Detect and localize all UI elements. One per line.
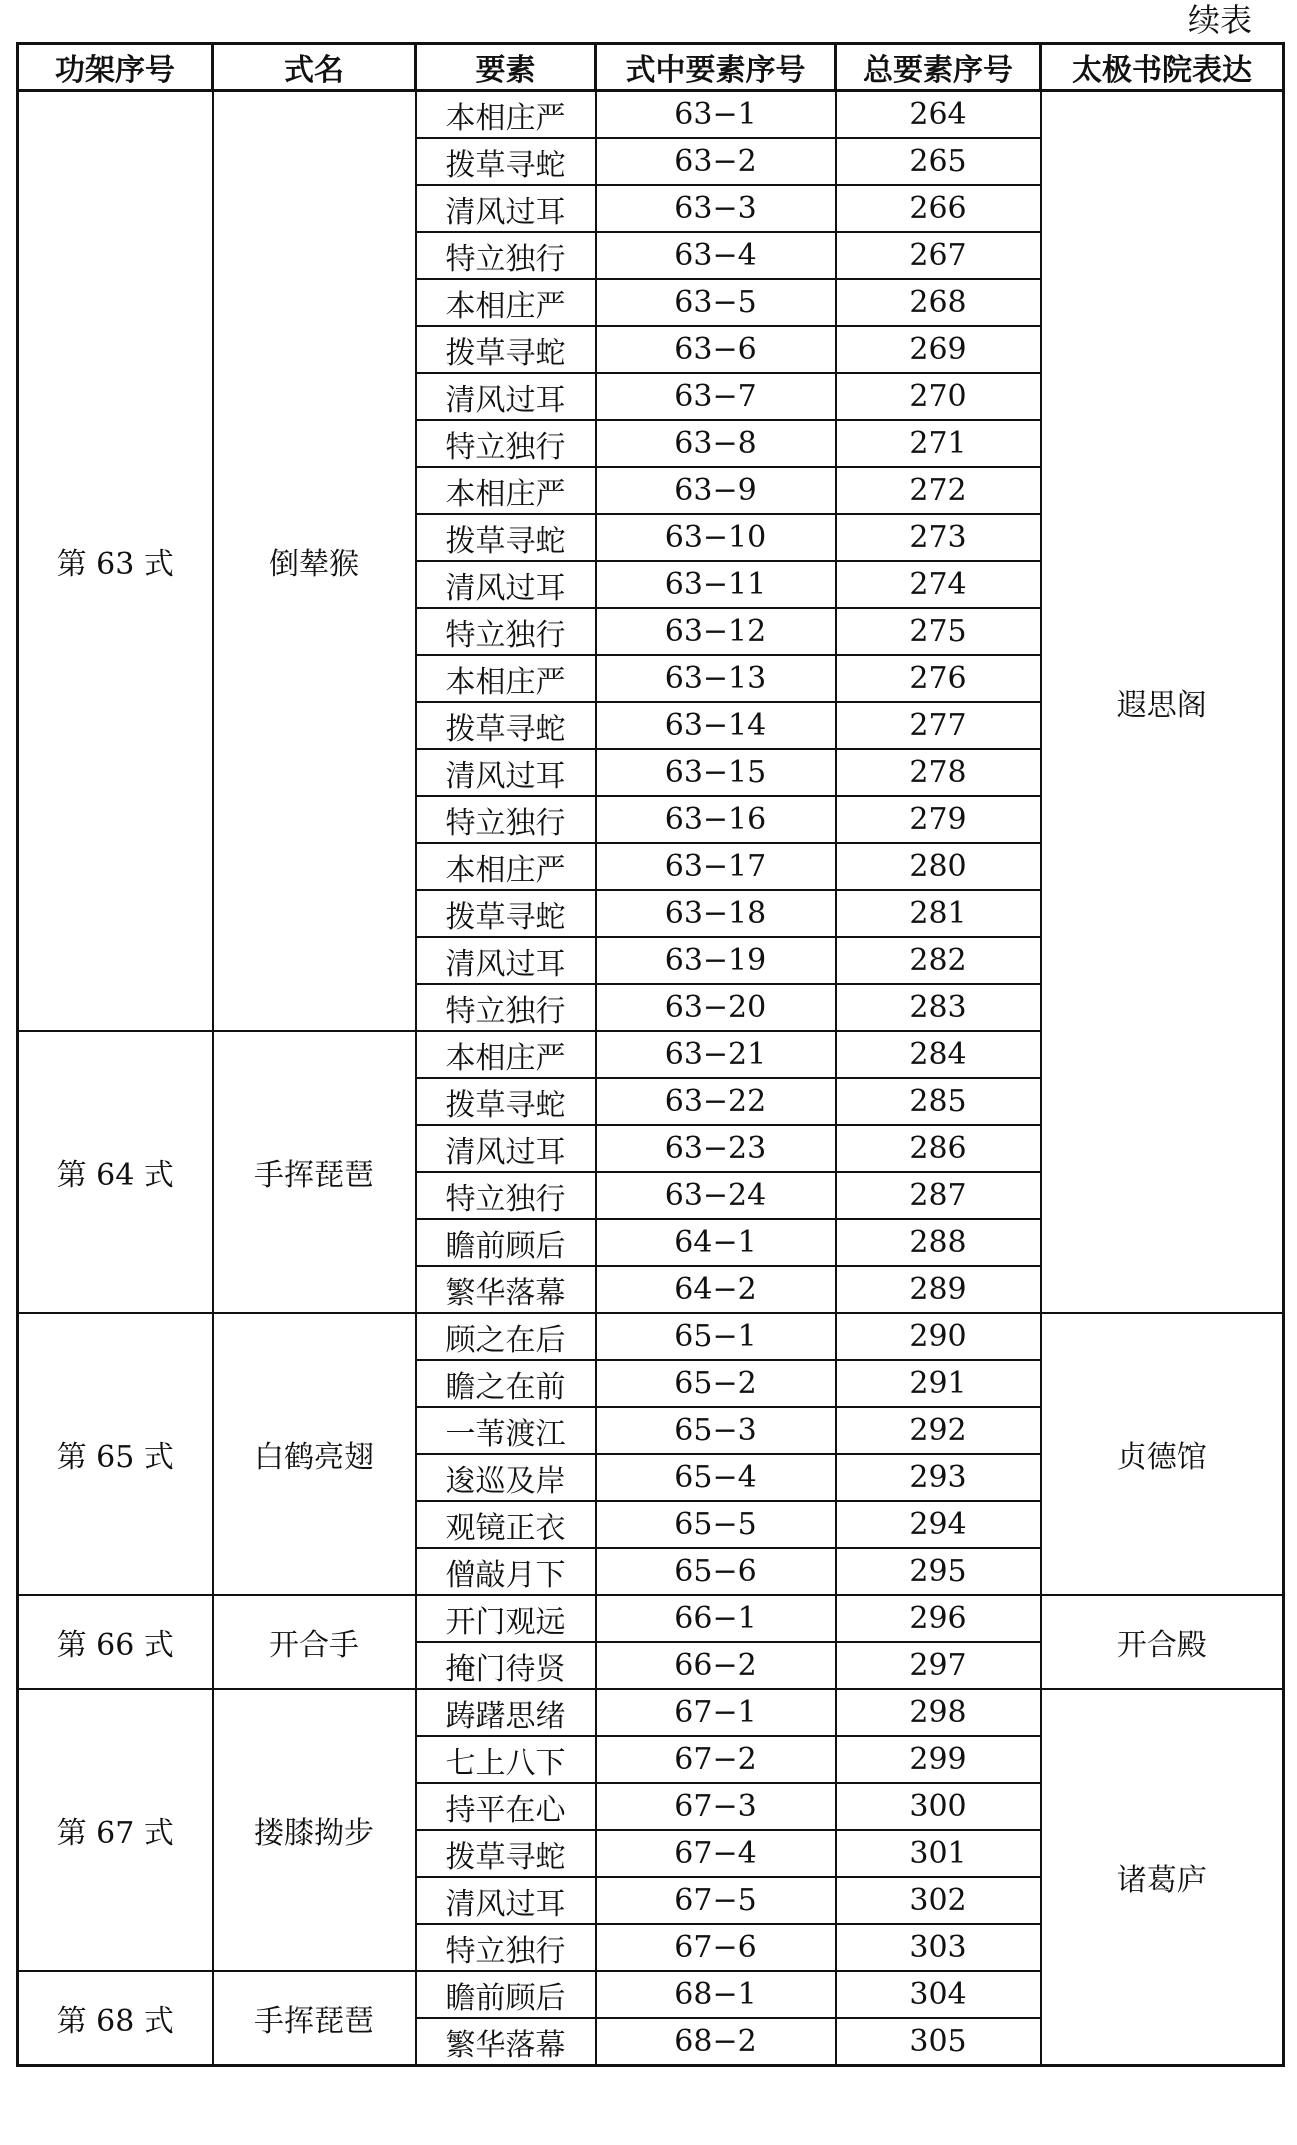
academy-cell: 开合殿	[1041, 1595, 1284, 1689]
element-index-cell: 63−4	[596, 232, 836, 279]
element-cell: 本相庄严	[416, 655, 596, 702]
total-index-cell: 266	[836, 185, 1041, 232]
element-index-cell: 63−17	[596, 843, 836, 890]
academy-cell: 贞德馆	[1041, 1313, 1284, 1595]
element-cell: 本相庄严	[416, 91, 596, 139]
form-number-cell: 第 67 式	[18, 1689, 213, 1971]
element-cell: 特立独行	[416, 1172, 596, 1219]
element-cell: 清风过耳	[416, 1125, 596, 1172]
total-index-cell: 278	[836, 749, 1041, 796]
header-element-index: 式中要素序号	[596, 44, 836, 91]
element-cell: 特立独行	[416, 232, 596, 279]
element-cell: 持平在心	[416, 1783, 596, 1830]
element-index-cell: 63−12	[596, 608, 836, 655]
academy-cell: 遐思阁	[1041, 91, 1284, 1314]
total-index-cell: 282	[836, 937, 1041, 984]
total-index-cell: 272	[836, 467, 1041, 514]
form-number-cell: 第 66 式	[18, 1595, 213, 1689]
element-index-cell: 65−3	[596, 1407, 836, 1454]
total-index-cell: 280	[836, 843, 1041, 890]
total-index-cell: 296	[836, 1595, 1041, 1642]
element-index-cell: 63−11	[596, 561, 836, 608]
element-index-cell: 63−1	[596, 91, 836, 139]
header-total-index: 总要素序号	[836, 44, 1041, 91]
total-index-cell: 303	[836, 1924, 1041, 1971]
table-row	[18, 1595, 1284, 1642]
element-cell: 拨草寻蛇	[416, 1078, 596, 1125]
element-index-cell: 64−2	[596, 1266, 836, 1313]
element-cell: 踌躇思绪	[416, 1689, 596, 1736]
element-cell: 清风过耳	[416, 185, 596, 232]
total-index-cell: 277	[836, 702, 1041, 749]
total-index-cell: 301	[836, 1830, 1041, 1877]
academy-cell: 诸葛庐	[1041, 1689, 1284, 2066]
element-index-cell: 63−21	[596, 1031, 836, 1078]
element-index-cell: 67−3	[596, 1783, 836, 1830]
total-index-cell: 297	[836, 1642, 1041, 1689]
element-index-cell: 65−6	[596, 1548, 836, 1595]
element-index-cell: 63−7	[596, 373, 836, 420]
form-number-cell: 第 65 式	[18, 1313, 213, 1595]
element-index-cell: 63−18	[596, 890, 836, 937]
element-cell: 观镜正衣	[416, 1501, 596, 1548]
table-caption: 续表	[1187, 1, 1252, 39]
element-cell: 拨草寻蛇	[416, 702, 596, 749]
element-index-cell: 63−16	[596, 796, 836, 843]
element-cell: 清风过耳	[416, 373, 596, 420]
element-index-cell: 63−23	[596, 1125, 836, 1172]
total-index-cell: 299	[836, 1736, 1041, 1783]
table-row	[18, 1313, 1284, 1360]
table-row	[18, 1689, 1284, 1736]
form-name-cell: 搂膝拗步	[213, 1689, 416, 1971]
element-cell: 逡巡及岸	[416, 1454, 596, 1501]
form-number-cell: 第 63 式	[18, 91, 213, 1032]
total-index-cell: 285	[836, 1078, 1041, 1125]
total-index-cell: 270	[836, 373, 1041, 420]
element-index-cell: 63−15	[596, 749, 836, 796]
element-index-cell: 63−10	[596, 514, 836, 561]
element-cell: 本相庄严	[416, 843, 596, 890]
element-cell: 瞻前顾后	[416, 1219, 596, 1266]
total-index-cell: 268	[836, 279, 1041, 326]
form-number-cell: 第 68 式	[18, 1971, 213, 2066]
total-index-cell: 305	[836, 2018, 1041, 2066]
form-name-cell: 手挥琵琶	[213, 1971, 416, 2066]
element-cell: 繁华落幕	[416, 2018, 596, 2066]
total-index-cell: 289	[836, 1266, 1041, 1313]
element-index-cell: 63−24	[596, 1172, 836, 1219]
form-name-cell: 倒辇猴	[213, 91, 416, 1032]
form-name-cell: 开合手	[213, 1595, 416, 1689]
element-cell: 特立独行	[416, 796, 596, 843]
element-cell: 开门观远	[416, 1595, 596, 1642]
element-index-cell: 66−1	[596, 1595, 836, 1642]
data-table	[16, 42, 1285, 2067]
element-cell: 清风过耳	[416, 1877, 596, 1924]
total-index-cell: 269	[836, 326, 1041, 373]
total-index-cell: 264	[836, 91, 1041, 139]
element-cell: 特立独行	[416, 608, 596, 655]
element-cell: 特立独行	[416, 420, 596, 467]
total-index-cell: 291	[836, 1360, 1041, 1407]
element-cell: 僧敲月下	[416, 1548, 596, 1595]
total-index-cell: 286	[836, 1125, 1041, 1172]
total-index-cell: 292	[836, 1407, 1041, 1454]
element-index-cell: 65−2	[596, 1360, 836, 1407]
total-index-cell: 288	[836, 1219, 1041, 1266]
total-index-cell: 276	[836, 655, 1041, 702]
total-index-cell: 287	[836, 1172, 1041, 1219]
element-index-cell: 65−5	[596, 1501, 836, 1548]
element-cell: 拨草寻蛇	[416, 890, 596, 937]
element-index-cell: 65−1	[596, 1313, 836, 1360]
element-cell: 繁华落幕	[416, 1266, 596, 1313]
element-cell: 本相庄严	[416, 279, 596, 326]
header-form-no: 功架序号	[18, 44, 213, 91]
element-cell: 拨草寻蛇	[416, 514, 596, 561]
form-number-cell: 第 64 式	[18, 1031, 213, 1313]
element-index-cell: 63−22	[596, 1078, 836, 1125]
total-index-cell: 294	[836, 1501, 1041, 1548]
element-index-cell: 67−1	[596, 1689, 836, 1736]
element-cell: 本相庄严	[416, 467, 596, 514]
element-index-cell: 64−1	[596, 1219, 836, 1266]
total-index-cell: 304	[836, 1971, 1041, 2018]
element-cell: 拨草寻蛇	[416, 138, 596, 185]
element-index-cell: 63−3	[596, 185, 836, 232]
total-index-cell: 274	[836, 561, 1041, 608]
total-index-cell: 265	[836, 138, 1041, 185]
total-index-cell: 273	[836, 514, 1041, 561]
element-index-cell: 67−5	[596, 1877, 836, 1924]
element-index-cell: 67−6	[596, 1924, 836, 1971]
element-index-cell: 65−4	[596, 1454, 836, 1501]
element-cell: 清风过耳	[416, 937, 596, 984]
element-cell: 一苇渡江	[416, 1407, 596, 1454]
element-index-cell: 63−5	[596, 279, 836, 326]
element-index-cell: 63−20	[596, 984, 836, 1031]
element-index-cell: 67−4	[596, 1830, 836, 1877]
element-index-cell: 63−8	[596, 420, 836, 467]
total-index-cell: 290	[836, 1313, 1041, 1360]
element-cell: 拨草寻蛇	[416, 326, 596, 373]
total-index-cell: 298	[836, 1689, 1041, 1736]
total-index-cell: 284	[836, 1031, 1041, 1078]
element-cell: 本相庄严	[416, 1031, 596, 1078]
element-index-cell: 67−2	[596, 1736, 836, 1783]
element-cell: 清风过耳	[416, 561, 596, 608]
total-index-cell: 271	[836, 420, 1041, 467]
element-index-cell: 63−19	[596, 937, 836, 984]
element-cell: 拨草寻蛇	[416, 1830, 596, 1877]
total-index-cell: 302	[836, 1877, 1041, 1924]
element-cell: 顾之在后	[416, 1313, 596, 1360]
element-cell: 瞻前顾后	[416, 1971, 596, 2018]
element-cell: 特立独行	[416, 984, 596, 1031]
table-header	[18, 44, 1284, 91]
table-row	[18, 91, 1284, 139]
total-index-cell: 279	[836, 796, 1041, 843]
header-element: 要素	[416, 44, 596, 91]
total-index-cell: 281	[836, 890, 1041, 937]
form-name-cell: 白鹤亮翅	[213, 1313, 416, 1595]
table-body	[18, 91, 1284, 2066]
header-academy: 太极书院表达	[1041, 44, 1284, 91]
element-cell: 特立独行	[416, 1924, 596, 1971]
form-name-cell: 手挥琵琶	[213, 1031, 416, 1313]
element-index-cell: 63−9	[596, 467, 836, 514]
total-index-cell: 293	[836, 1454, 1041, 1501]
header-form-name: 式名	[213, 44, 416, 91]
element-index-cell: 66−2	[596, 1642, 836, 1689]
element-index-cell: 68−2	[596, 2018, 836, 2066]
total-index-cell: 283	[836, 984, 1041, 1031]
element-cell: 七上八下	[416, 1736, 596, 1783]
element-index-cell: 63−6	[596, 326, 836, 373]
element-cell: 掩门待贤	[416, 1642, 596, 1689]
total-index-cell: 267	[836, 232, 1041, 279]
total-index-cell: 300	[836, 1783, 1041, 1830]
element-index-cell: 68−1	[596, 1971, 836, 2018]
element-cell: 清风过耳	[416, 749, 596, 796]
element-cell: 瞻之在前	[416, 1360, 596, 1407]
element-index-cell: 63−13	[596, 655, 836, 702]
element-index-cell: 63−2	[596, 138, 836, 185]
element-index-cell: 63−14	[596, 702, 836, 749]
total-index-cell: 275	[836, 608, 1041, 655]
total-index-cell: 295	[836, 1548, 1041, 1595]
